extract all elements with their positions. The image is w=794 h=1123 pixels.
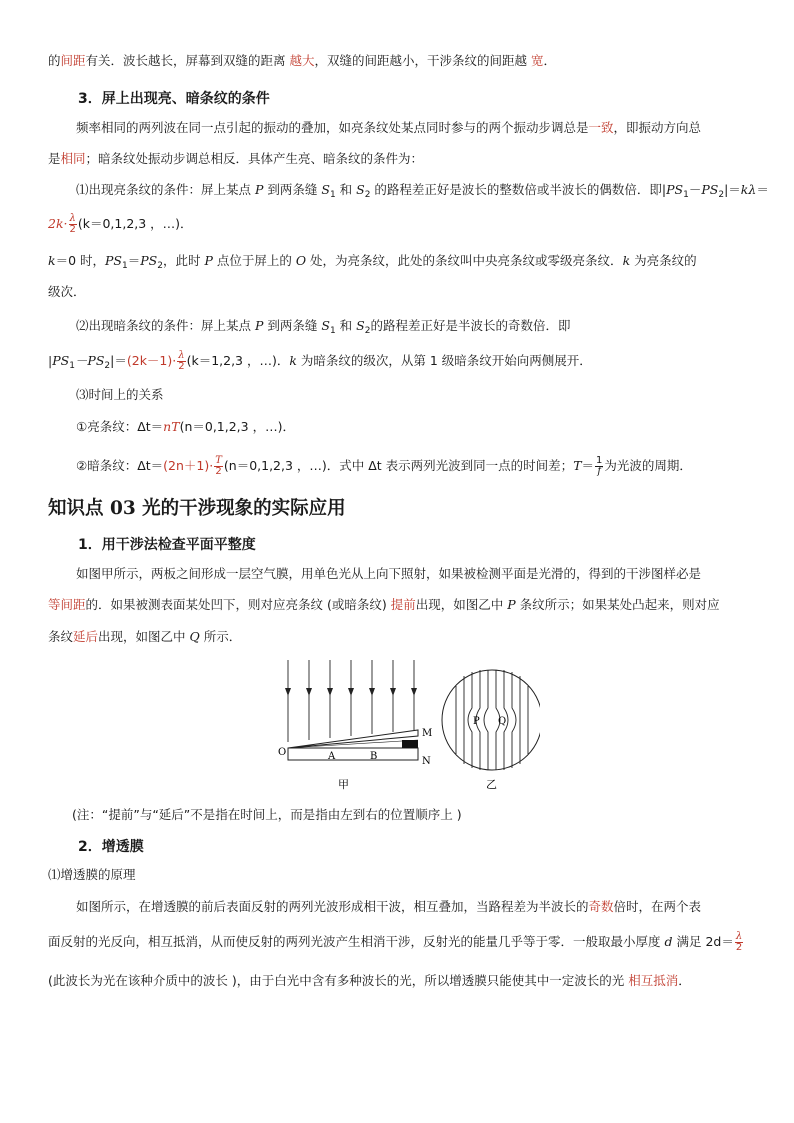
subscript: 2 xyxy=(104,361,111,371)
symbol: k xyxy=(740,182,749,197)
text: 满足 2d＝ xyxy=(672,934,734,949)
text: 为亮条纹的 xyxy=(630,253,697,268)
text: ，双缝的间距越小，干涉条纹的间距越 xyxy=(314,53,532,68)
text: 为光波的周期． xyxy=(604,458,692,473)
fraction-lambda-over-2 xyxy=(69,214,77,235)
section-heading-conditions: 3．屏上出现亮、暗条纹的条件 xyxy=(78,91,270,107)
text: ＝ xyxy=(756,182,769,197)
symbol: Q xyxy=(189,629,200,644)
fraction-lambda-over-2 xyxy=(177,351,185,372)
symbol: PS xyxy=(105,253,122,268)
text: 点位于屏上的 xyxy=(212,253,296,268)
numerator: λ xyxy=(735,931,743,942)
text: 的 xyxy=(48,53,61,68)
answer-cancel: 相互抵消 xyxy=(628,973,679,988)
incident-light-rays xyxy=(288,660,414,742)
note: (注：“提前”与“延后”不是指在时间上，而是指由左到右的位置顺序上 ) xyxy=(72,807,462,822)
text: 的路程差正好是波长的整数倍或半波长的偶数倍．即| xyxy=(370,182,667,197)
label-M: M xyxy=(422,728,433,739)
text: (n＝0,1,2,3 ，…)． xyxy=(179,419,295,434)
bright-fringe-formula xyxy=(48,214,193,235)
text: ②暗条纹：Δt＝ xyxy=(76,458,164,473)
text: 到两条缝 xyxy=(263,318,322,333)
paragraph-conditions-intro xyxy=(76,119,701,137)
formula: |PS xyxy=(48,353,70,368)
caption-yi: 乙 xyxy=(486,778,497,791)
answer-odd: 奇数 xyxy=(588,899,614,914)
subscript: 1 xyxy=(329,326,336,336)
text: 出现，如图乙中 xyxy=(415,597,508,612)
subscript: 2 xyxy=(364,190,371,200)
film-principle-heading: ⑴增透膜的原理 xyxy=(48,867,136,882)
symbol: λ xyxy=(748,182,757,197)
subscript: 2 xyxy=(364,326,371,336)
answer-wide: 宽 xyxy=(531,53,544,68)
formula-red: nT xyxy=(163,419,180,434)
symbol: k xyxy=(289,353,297,368)
text: － xyxy=(688,182,702,197)
central-fringe-text-cont: 级次． xyxy=(48,284,86,299)
text: 的路程差正好是半波长的奇数倍．即 xyxy=(370,318,571,333)
fraction-T-over-2 xyxy=(214,456,223,477)
text: 到两条缝 xyxy=(263,182,322,197)
label-A: A xyxy=(328,751,336,762)
symbol: k xyxy=(48,253,56,268)
central-fringe-text xyxy=(48,252,697,275)
paragraph-fringe-spacing xyxy=(48,52,556,70)
subscript: 1 xyxy=(69,361,75,371)
fraction-lambda-over-2 xyxy=(735,932,743,953)
subscript: 2 xyxy=(157,261,163,271)
text: (k＝1,2,3 ，…)． xyxy=(186,353,290,368)
denominator: 2 xyxy=(178,361,185,372)
paragraph-flatness: 如图甲所示，两板之间形成一层空气膜，用单色光从上向下照射，如果被检测平面是光滑的，得到的干涉图样必是 xyxy=(76,566,702,581)
text: 为暗条纹的级次，从第 1 级暗条纹开始向两侧展开． xyxy=(296,353,592,368)
label-Q: Q xyxy=(498,716,507,727)
bright-time-relation xyxy=(76,418,295,436)
symbol: S xyxy=(321,182,330,197)
text: ①亮条纹：Δt＝ xyxy=(76,419,164,434)
answer-larger: 越大 xyxy=(289,53,315,68)
text: (此波长为光在该种介质中的波长 )，由于白光中含有多种波长的光，所以增透膜只能使其中一定波长的光 xyxy=(48,973,629,988)
formula-red: (2k－1)· xyxy=(126,353,177,368)
fraction-1-over-f xyxy=(595,456,603,477)
text: 条纹 xyxy=(48,629,74,644)
subscript: 1 xyxy=(122,261,128,271)
text: ＝ xyxy=(581,458,595,473)
answer-consistent: 一致 xyxy=(588,120,614,135)
denominator: 2 xyxy=(215,466,222,477)
answer-spacing: 间距 xyxy=(60,53,86,68)
paragraph-flatness-cont xyxy=(48,596,720,614)
shim-block xyxy=(402,740,418,748)
fringe-pattern xyxy=(442,670,540,770)
text: ＝ xyxy=(127,253,141,268)
text: 如图所示，在增透膜的前后表面反射的两列光波形成相干波，相互叠加，当路程差为半波长的 xyxy=(76,899,589,914)
symbol: S xyxy=(356,318,365,333)
section-heading-film: 2．增透膜 xyxy=(78,839,144,855)
label-O: O xyxy=(278,747,287,758)
text: ． xyxy=(543,53,557,68)
interference-figure xyxy=(270,656,540,796)
label-B: B xyxy=(370,751,378,762)
label-P: P xyxy=(473,716,480,727)
paragraph-film xyxy=(76,898,701,916)
text: 是 xyxy=(48,151,61,166)
paragraph-film-end xyxy=(48,972,691,990)
numerator: λ xyxy=(178,350,185,361)
numerator: λ xyxy=(69,213,76,224)
text: 条纹所示；如果某处凸起来，则对应 xyxy=(515,597,720,612)
formula: －PS xyxy=(74,353,105,368)
symbol: O xyxy=(295,253,307,268)
subscript: 1 xyxy=(329,190,336,200)
numerator: T xyxy=(215,455,222,466)
text: |＝ xyxy=(110,353,127,368)
text: (n＝0,1,2,3 ，…)．式中 Δt 表示两列光波到同一点的时间差； xyxy=(223,458,574,473)
dark-time-relation xyxy=(76,456,692,477)
text: ＝0 时， xyxy=(55,253,106,268)
symbol: S xyxy=(356,182,365,197)
denominator: 2 xyxy=(69,224,76,235)
time-relation-heading: ⑶时间上的关系 xyxy=(76,387,164,402)
text: ，此时 xyxy=(162,253,205,268)
text: 出现，如图乙中 xyxy=(98,629,190,644)
formula-red: (2n＋1)· xyxy=(163,458,214,473)
subscript: 2 xyxy=(718,190,725,200)
symbol: PS xyxy=(701,182,719,197)
symbol: k xyxy=(622,253,631,268)
formula: 2k· xyxy=(48,216,68,231)
answer-same: 相同 xyxy=(60,151,86,166)
symbol: T xyxy=(573,458,582,473)
air-wedge xyxy=(288,740,418,748)
text: ，即振动方向总 xyxy=(613,120,702,135)
text: 处，为亮条纹，此处的条纹叫中央亮条纹或零级亮条纹． xyxy=(306,253,623,268)
text: 倍时，在两个表 xyxy=(613,899,702,914)
label-N: N xyxy=(422,756,431,767)
caption-jia: 甲 xyxy=(338,778,349,791)
subscript: 1 xyxy=(683,190,689,200)
text: 有关．波长越长，屏幕到双缝的距离 xyxy=(85,53,290,68)
symbol: P xyxy=(507,597,516,612)
text: (k＝0,1,2,3 ，…)． xyxy=(77,216,193,231)
symbol: S xyxy=(321,318,330,333)
symbol: P xyxy=(254,318,264,333)
answer-later: 延后 xyxy=(73,629,99,644)
text: ． xyxy=(678,973,691,988)
text: 频率相同的两列波在同一点引起的振动的叠加，如亮条纹处某点同时参与的两个振动步调总是 xyxy=(76,120,589,135)
denominator: f xyxy=(597,466,602,477)
section-heading-flatness: 1．用干涉法检查平面平整度 xyxy=(78,537,256,553)
paragraph-conditions-intro-cont xyxy=(48,150,423,168)
symbol: PS xyxy=(140,253,158,268)
top-plate xyxy=(288,730,418,748)
symbol: P xyxy=(254,182,264,197)
knowledge-point-heading: 知识点 03 光的干涉现象的实际应用 xyxy=(48,498,346,519)
dark-fringe-formula xyxy=(48,351,592,375)
bottom-plate xyxy=(288,748,418,760)
symbol: P xyxy=(204,253,213,268)
answer-earlier: 提前 xyxy=(390,597,416,612)
text: ；暗条纹处振动步调总相反．具体产生亮、暗条纹的条件为： xyxy=(85,151,424,166)
text: 和 xyxy=(335,318,357,333)
paragraph-film-cont xyxy=(48,932,744,953)
text: 所示． xyxy=(199,629,242,644)
text: 的．如果被测表面某处凹下，则对应亮条纹 (或暗条纹) xyxy=(85,597,391,612)
text: ⑵出现暗条纹的条件：屏上某点 xyxy=(76,318,255,333)
paragraph-flatness-end xyxy=(48,628,241,646)
text: 和 xyxy=(335,182,357,197)
symbol: d xyxy=(664,934,673,949)
symbol: PS xyxy=(666,182,684,197)
dark-fringe-condition xyxy=(76,317,570,340)
text: |＝ xyxy=(724,182,741,197)
text: ⑴出现亮条纹的条件：屏上某点 xyxy=(76,182,255,197)
answer-equal-spacing: 等间距 xyxy=(48,597,86,612)
denominator: 2 xyxy=(735,942,743,953)
bright-fringe-condition xyxy=(76,181,769,204)
numerator: 1 xyxy=(596,455,603,466)
text: 面反射的光反向，相互抵消，从而使反射的两列光波产生相消干涉，反射光的能量几乎等于零．一般取最小厚度 xyxy=(48,934,665,949)
ray-arrowheads xyxy=(285,688,417,696)
